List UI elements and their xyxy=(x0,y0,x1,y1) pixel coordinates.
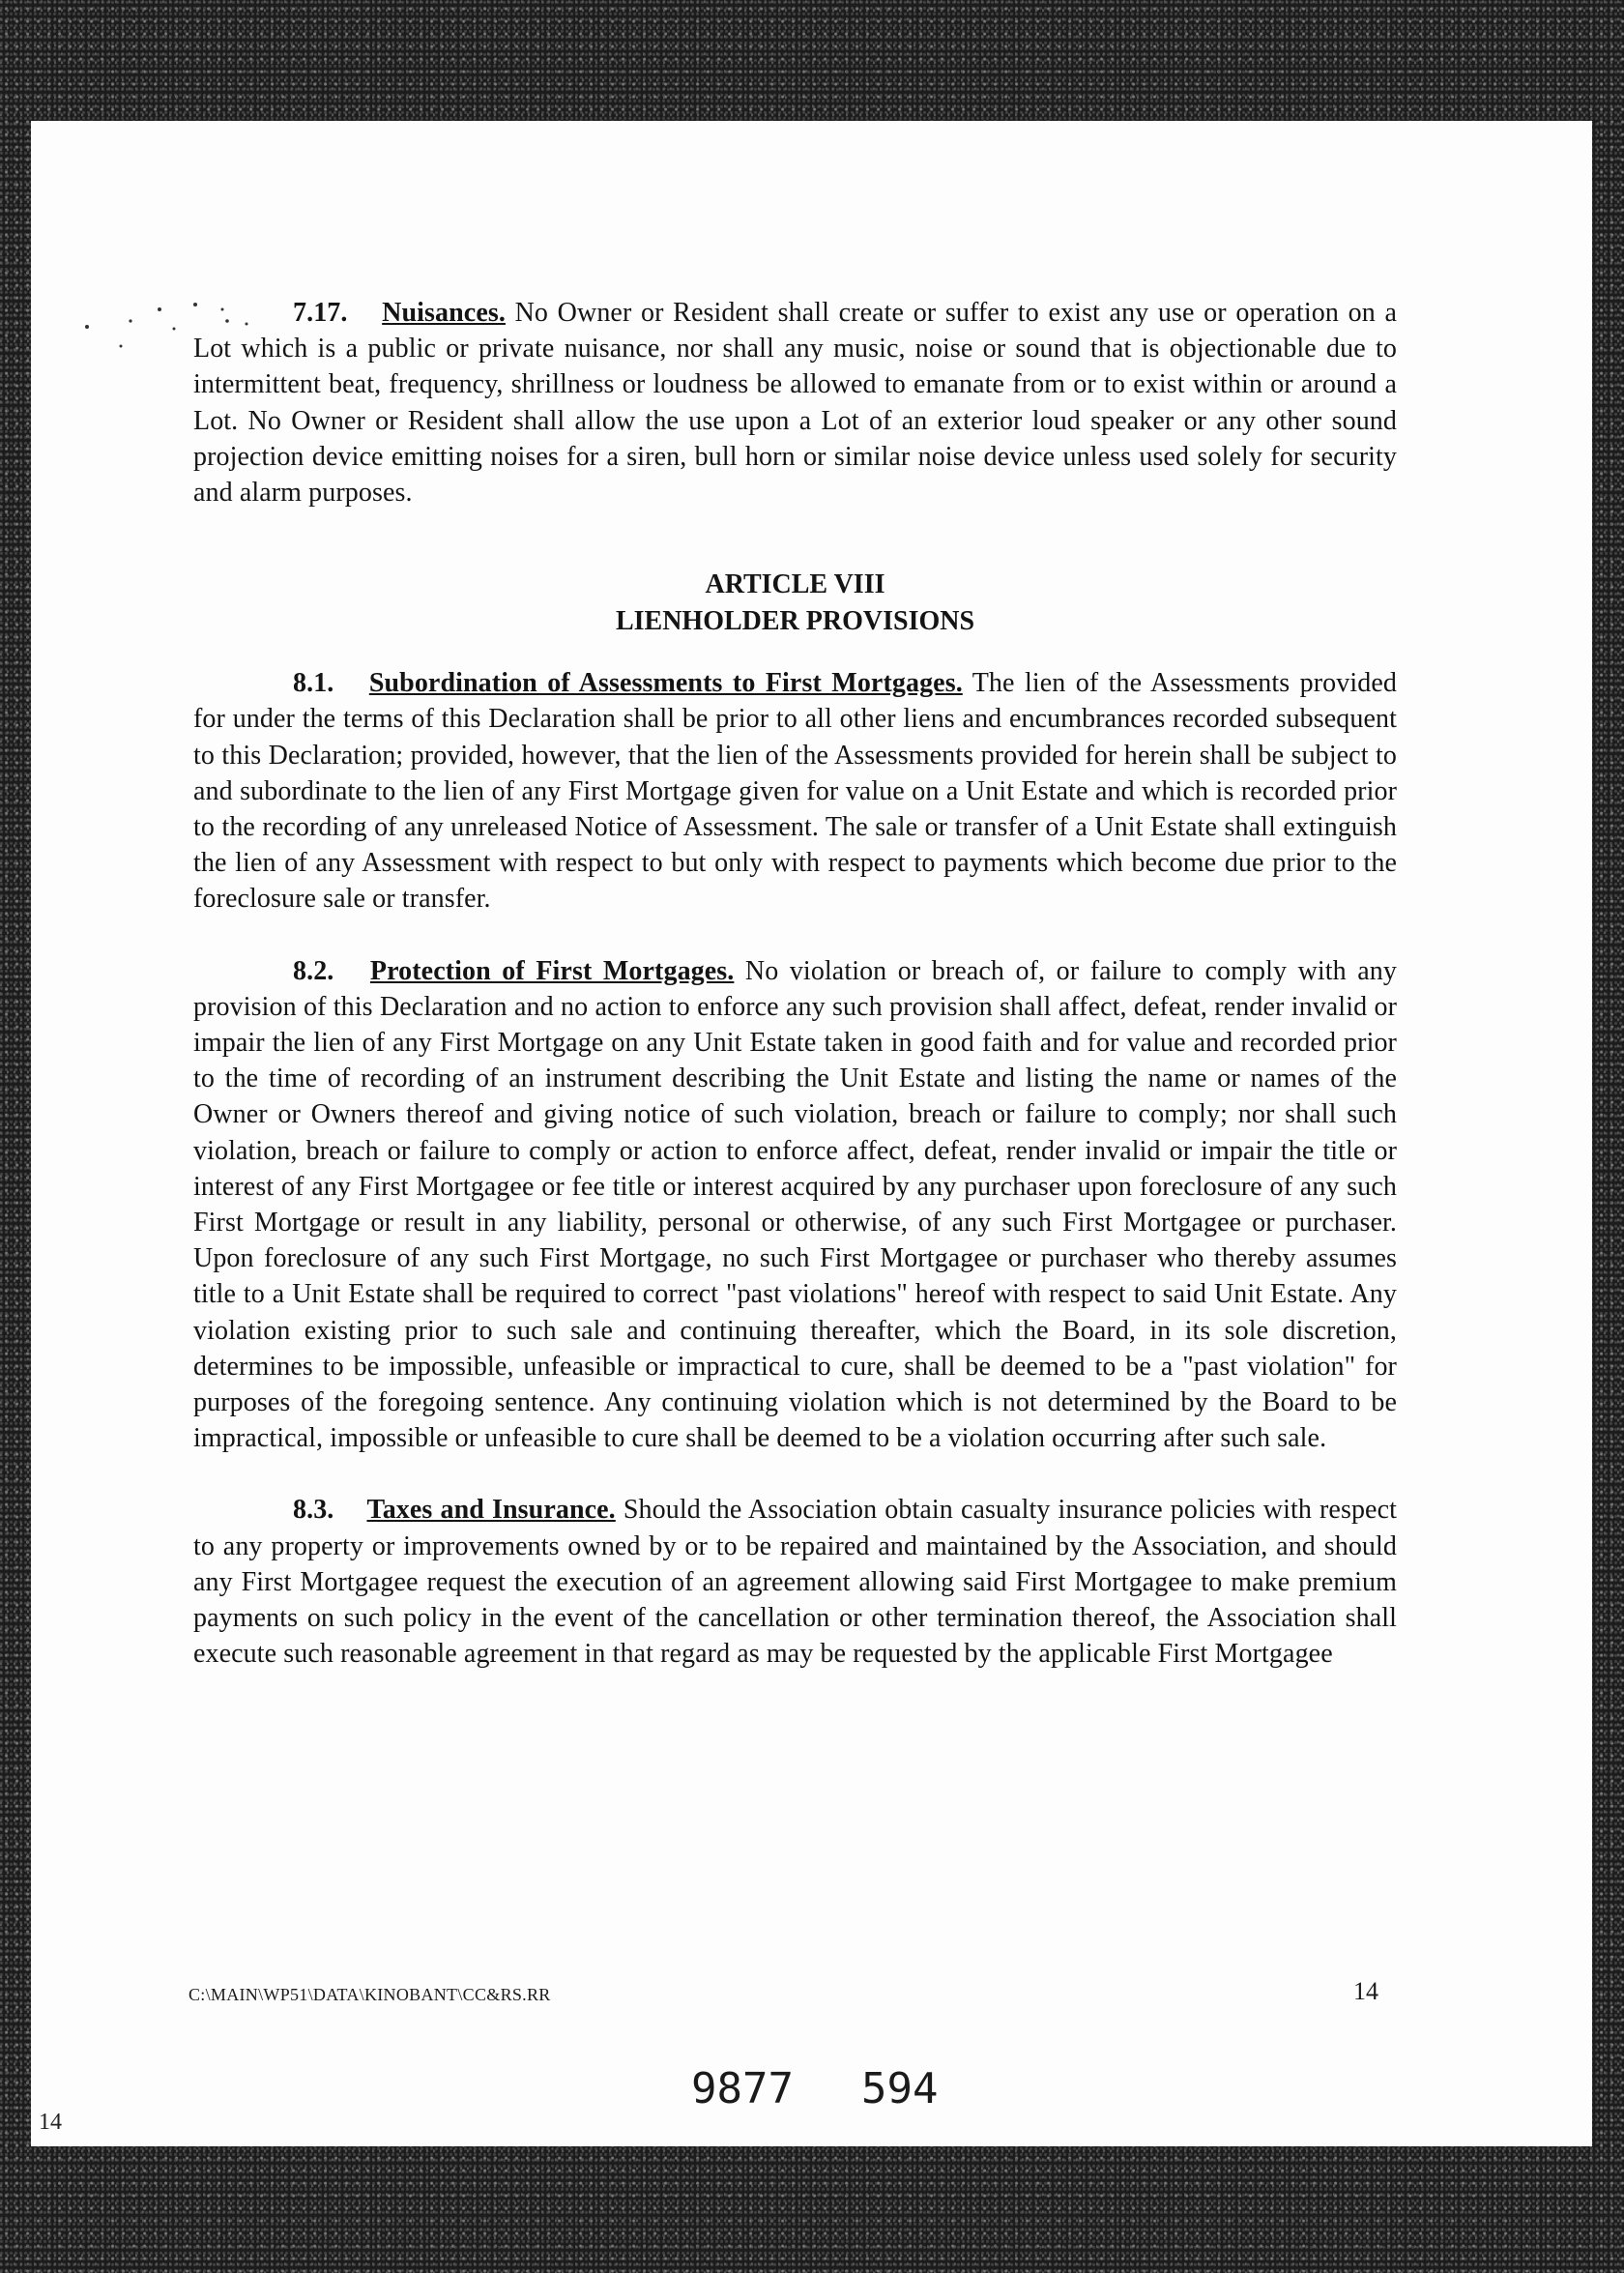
recording-book-number: 9877 xyxy=(691,2064,794,2113)
article-title: ARTICLE VIII xyxy=(705,569,885,600)
recording-stamp xyxy=(691,2064,1005,2113)
section-text: The lien of the Assessments provided for under the terms of this Declaration shall be prior to all other liens and encumbrances recorded subsequent to this Declaration; provided, however, that the lien of the Assessments provided for herein shall be subject to and subordinate to the lien of any First Mortgage given for value on a Unit Estate and which is recorded prior to the recording of any unreleased Notice of Assessment. The sale or transfer of a Unit Estate shall extinguish the lien of any Assessment with respect to but only with respect to payments which become due prior to the foreclosure sale or transfer. xyxy=(193,668,1397,915)
section-number: 8.2. xyxy=(293,955,334,986)
section-heading: Subordination of Assessments to First Mortgages. xyxy=(368,668,963,699)
article-heading xyxy=(193,567,1397,640)
section-8-3 xyxy=(193,1492,1397,1672)
section-number: 8.3. xyxy=(293,1495,334,1526)
section-text: No Owner or Resident shall create or suffer to exist any use or operation on a Lot which is a public or private nuisance, nor shall any music, noise or sound that is objectionable due to intermittent beat, frequency, shrillness or loudness be allowed to emanate from or to exist within or around a Lot. No Owner or Resident shall allow the use upon a Lot of an exterior loud speaker or any other sound projection device emitting noises for a siren, bull horn or similar noise device unless used solely for security and alarm purposes. xyxy=(193,298,1397,509)
section-heading: Taxes and Insurance. xyxy=(366,1495,616,1526)
document-body xyxy=(193,295,1397,1708)
section-7-17 xyxy=(193,295,1397,510)
section-number: 8.1. xyxy=(293,668,334,699)
file-path-footer: C:\MAIN\WP51\DATA\KINOBANT\CC&RS.RR xyxy=(188,1985,551,2004)
section-8-1 xyxy=(193,665,1397,917)
section-heading: Protection of First Mortgages. xyxy=(369,955,735,986)
section-heading: Nuisances. xyxy=(382,298,506,328)
section-text: Should the Association obtain casualty insurance policies with respect to any property or improvements owned by or to be repaired and maintained by the Association, and should any First Mortgagee request the execution of an agreement allowing said First Mortgagee to make premium payments on such policy in the event of the cancellation or other termination thereof, the Association shall execute such reasonable agreement in that regard as may be requested by the applicable First Mortgagee xyxy=(193,1495,1397,1670)
article-subtitle: LIENHOLDER PROVISIONS xyxy=(615,606,975,637)
recording-page-number: 594 xyxy=(860,2064,939,2113)
section-text: No violation or breach of, or failure to comply with any provision of this Declaration and no action to enforce any such provision shall affect, defeat, render invalid or impair the lien of any First Mortgage on any Unit Estate taken in good faith and for value and recorded prior to the time of recording of an instrument describing the Unit Estate and listing the name or names of the Owner or Owners thereof and giving notice of such violation, breach or failure to comply; nor shall such violation, breach or failure to comply or action to enforce affect, defeat, render invalid or impair the title or interest of any First Mortgagee or fee title or interest acquired by any purchaser upon foreclosure of any such First Mortgage or result in any liability, personal or otherwise, of any such First Mortgagee or purchaser. Upon foreclosure of any such First Mortgage, no such First Mortgagee or purchaser who thereby assumes title to a Unit Estate shall be required to correct "past violations" hereof with respect to said Unit Estate. Any violation existing prior to such sale and continuing thereafter, which the Board, in its sole discretion, determines to be impossible, unfeasible or impractical to cure, shall be deemed to be a "past violation" for purposes of the foregoing sentence. Any continuing violation which is not determined by the Board to be impractical, impossible or unfeasible to cure shall be deemed to be a violation occurring after such sale. xyxy=(193,955,1397,1454)
section-8-2 xyxy=(193,953,1397,1457)
section-number: 7.17. xyxy=(293,298,348,328)
margin-mark: 14 xyxy=(39,2110,62,2135)
page-number: 14 xyxy=(1353,1977,1378,2005)
